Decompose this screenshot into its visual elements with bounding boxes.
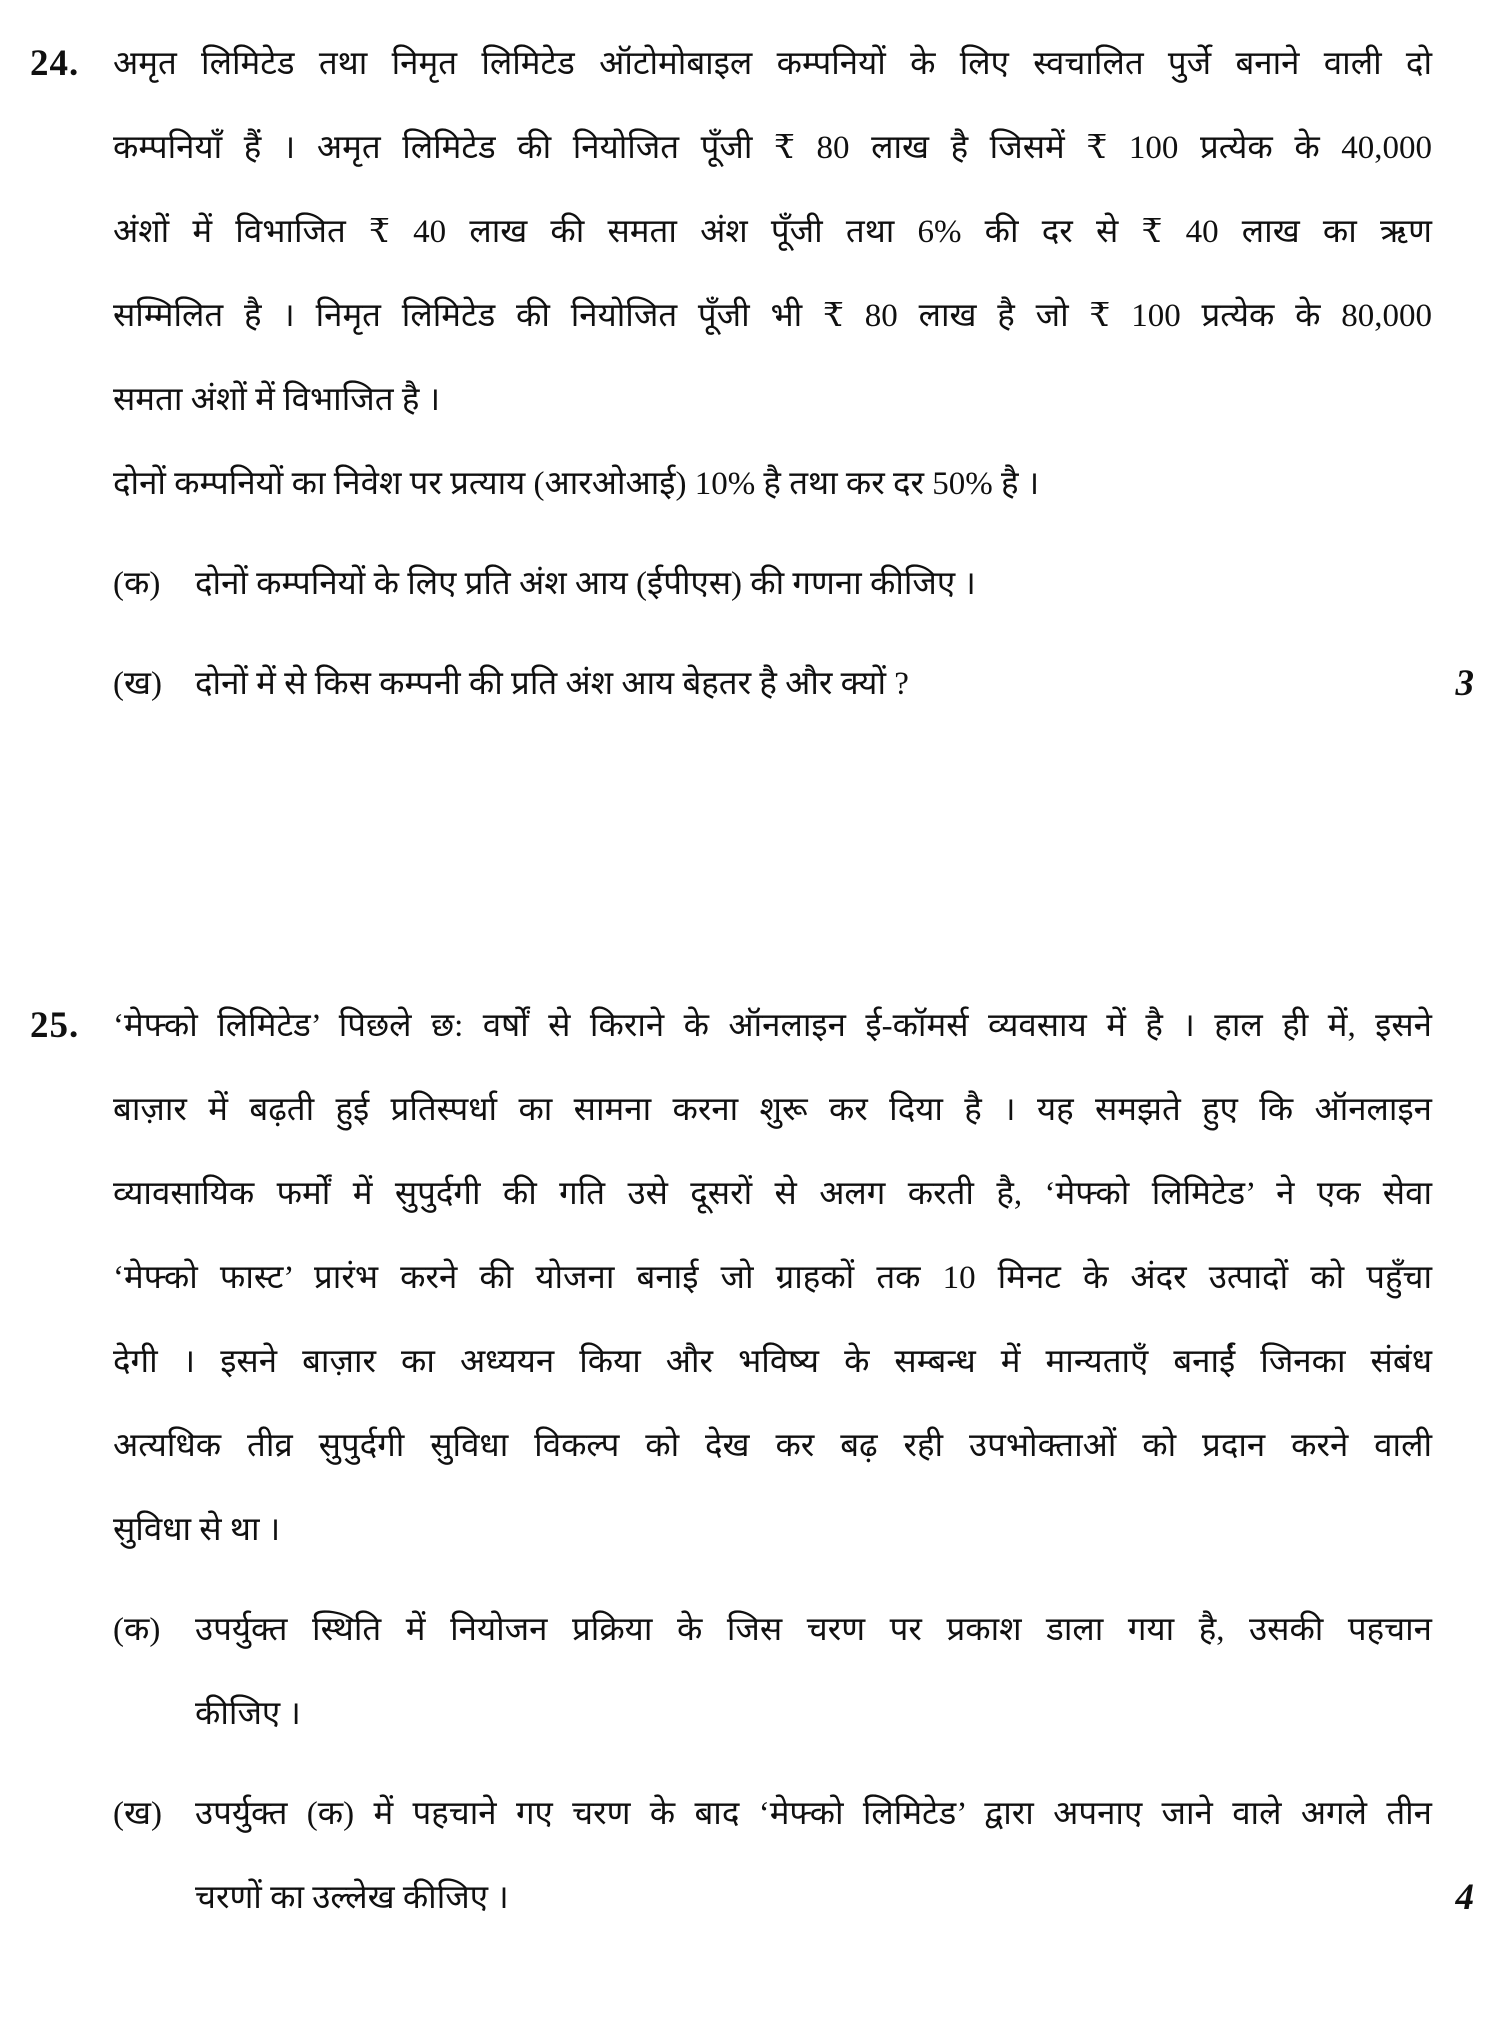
part-ka-line: उपर्युक्त स्थिति में नियोजन प्रक्रिया के जिस चरण पर प्रकाश डाला गया है, उसकी पहचान: [195, 1612, 1432, 1648]
question-24-paragraph-line: समता अंशों में विभाजित है ।: [113, 382, 441, 418]
question-24-part-kha: [113, 642, 1474, 726]
question-25-paragraph-line: व्यावसायिक फर्मों में सुपुर्दगी की गति उसे दूसरों से अलग करती है, ‘मेफ्को लिमिटेड’ ने एक सेवा: [113, 1176, 1432, 1212]
question-25: [0, 984, 1505, 1940]
question-24-paragraph-line: सम्मिलित है । निमृत लिमिटेड की नियोजित पूँजी भी ₹ 80 लाख है जो ₹ 100 प्रत्येक के 80,000: [113, 298, 1432, 334]
question-24-marks: 3: [1455, 663, 1474, 704]
question-25-paragraph-line: देगी । इसने बाज़ार का अध्ययन किया और भविष्य के सम्बन्ध में मान्यताएँ बनाईं जिनका संबंध: [113, 1344, 1432, 1380]
question-24-body: [113, 22, 1474, 726]
question-25-paragraph-line: अत्यधिक तीव्र सुपुर्दगी सुविधा विकल्प को देख कर बढ़ रही उपभोक्ताओं को प्रदान करने वाली: [113, 1428, 1432, 1464]
question-25-number: 25.: [30, 1005, 80, 1046]
question-25-paragraph-line: सुविधा से था ।: [113, 1512, 281, 1548]
part-kha-line: उपर्युक्त (क) में पहचाने गए चरण के बाद ‘मेफ्को लिमिटेड’ द्वारा अपनाए जाने वाले अगले तीन: [195, 1796, 1432, 1832]
part-kha-text: [195, 642, 1432, 726]
part-kha-text: [195, 1772, 1432, 1940]
question-24-paragraph-line: कम्पनियाँ हैं । अमृत लिमिटेड की नियोजित पूँजी ₹ 80 लाख है जिसमें ₹ 100 प्रत्येक के 40,000: [113, 130, 1432, 166]
part-ka-line: दोनों कम्पनियों के लिए प्रति अंश आय (ईपीएस) की गणना कीजिए ।: [195, 566, 976, 602]
question-25-paragraph-line: ‘मेफ्को फास्ट’ प्रारंभ करने की योजना बनाई जो ग्राहकों तक 10 मिनट के अंदर उत्पादों को पहुँचा: [113, 1260, 1432, 1296]
question-24-roi-note: दोनों कम्पनियों का निवेश पर प्रत्याय (आरओआई) 10% है तथा कर दर 50% है ।: [113, 466, 1040, 502]
part-ka-text: [195, 542, 1432, 626]
part-ka-label: (क): [113, 566, 161, 602]
question-25-paragraph-line: बाज़ार में बढ़ती हुई प्रतिस्पर्धा का सामना करना शुरू कर दिया है । यह समझते हुए कि ऑनलाइन: [113, 1092, 1432, 1128]
question-25-body: [113, 984, 1474, 1940]
question-25-paragraph-line: ‘मेफ्को लिमिटेड’ पिछले छ: वर्षों से किराने के ऑनलाइन ई-कॉमर्स व्यवसाय में है । हाल ही में, इसने: [113, 1008, 1432, 1044]
question-24-paragraph-line: अमृत लिमिटेड तथा निमृत लिमिटेड ऑटोमोबाइल कम्पनियों के लिए स्वचालित पुर्जे बनाने वाली दो: [113, 46, 1432, 82]
part-ka-text: [195, 1588, 1432, 1756]
question-25-part-kha: [113, 1772, 1474, 1940]
part-ka-line: कीजिए ।: [195, 1696, 301, 1732]
part-kha-label: (ख): [113, 666, 162, 702]
part-ka-label: (क): [113, 1612, 161, 1648]
part-kha-label: (ख): [113, 1796, 162, 1832]
question-24-paragraph-line: अंशों में विभाजित ₹ 40 लाख की समता अंश पूँजी तथा 6% की दर से ₹ 40 लाख का ऋण: [113, 214, 1432, 250]
question-24-part-ka: [113, 542, 1432, 626]
question-24: [0, 22, 1505, 726]
question-25-marks: 4: [1455, 1877, 1474, 1918]
part-kha-line: चरणों का उल्लेख कीजिए ।: [195, 1880, 509, 1916]
question-25-part-ka: [113, 1588, 1432, 1756]
question-24-number: 24.: [30, 43, 80, 84]
part-kha-line: दोनों में से किस कम्पनी की प्रति अंश आय बेहतर है और क्यों ?: [195, 666, 909, 702]
